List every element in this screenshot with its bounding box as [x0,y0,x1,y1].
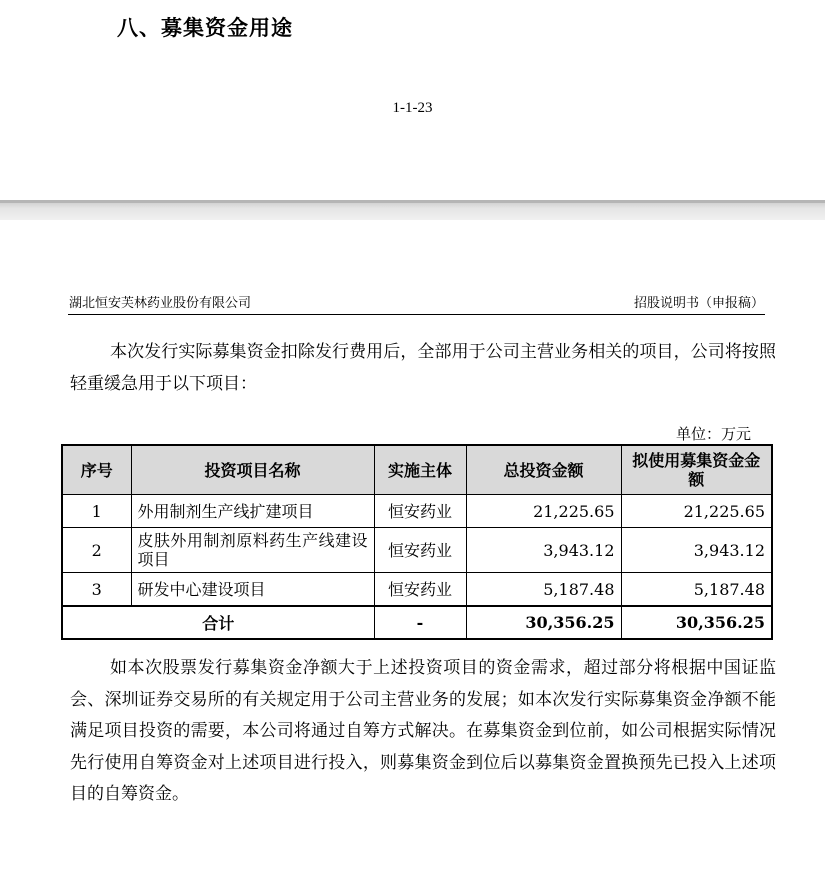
cell-project: 研发中心建设项目 [131,573,374,607]
cell-planned-funds: 3,943.12 [621,528,772,573]
total-entity: - [374,606,466,639]
table-total-row [62,606,772,639]
investment-projects-table [61,444,773,640]
running-header [68,291,765,315]
planned-funds-sum: 30,356.25 [621,606,772,639]
header-total-investment: 总投资金额 [466,445,621,495]
cell-seq: 1 [62,495,131,528]
cell-planned-funds: 5,187.48 [621,573,772,607]
table-row [62,495,772,528]
cell-total-investment: 5,187.48 [466,573,621,607]
cell-seq: 2 [62,528,131,573]
header-project: 投资项目名称 [131,445,374,495]
cell-planned-funds: 21,225.65 [621,495,772,528]
header-seq: 序号 [62,445,131,495]
section-heading: 八、募集资金用途 [117,16,293,40]
cell-project: 外用制剂生产线扩建项目 [131,495,374,528]
cell-entity: 恒安药业 [374,528,466,573]
unit-label: 单位：万元 [676,425,752,443]
table-header-row [62,445,772,495]
page-number: 1-1-23 [392,100,433,116]
table-row [62,528,772,573]
cell-total-investment: 3,943.12 [466,528,621,573]
intro-paragraph: 本次发行实际募集资金扣除发行费用后，全部用于公司主营业务相关的项目，公司将按照轻重缓急用于以下项目： [70,342,776,394]
previous-page-bottom [0,0,825,200]
cell-entity: 恒安药业 [374,495,466,528]
company-name: 湖北恒安芙林药业股份有限公司 [69,296,252,311]
cell-entity: 恒安药业 [374,573,466,607]
total-label: 合计 [62,606,374,639]
header-entity: 实施主体 [374,445,466,495]
cell-seq: 3 [62,573,131,607]
header-planned-funds: 拟使用募集资金金额 [621,445,772,495]
closing-paragraph: 如本次股票发行募集资金净额大于上述投资项目的资金需求，超过部分将根据中国证监会、深圳证券交易所的有关规定用于公司主营业务的发展；如本次发行实际募集资金净额不能满足项目投资的需要，本公司将通过自筹方式解决。在募集资金到位前，如公司根据实际情况先行使用自筹资金对上述项目进行投入，则募集资金到位后以募集资金置换预先已投入上述项目的自筹资金。 [70,658,776,804]
cell-project: 皮肤外用制剂原料药生产线建设项目 [131,528,374,573]
total-investment-sum: 30,356.25 [466,606,621,639]
table-row [62,573,772,607]
document-type: 招股说明书（申报稿） [633,296,764,311]
cell-total-investment: 21,225.65 [466,495,621,528]
page-separator [0,200,825,220]
